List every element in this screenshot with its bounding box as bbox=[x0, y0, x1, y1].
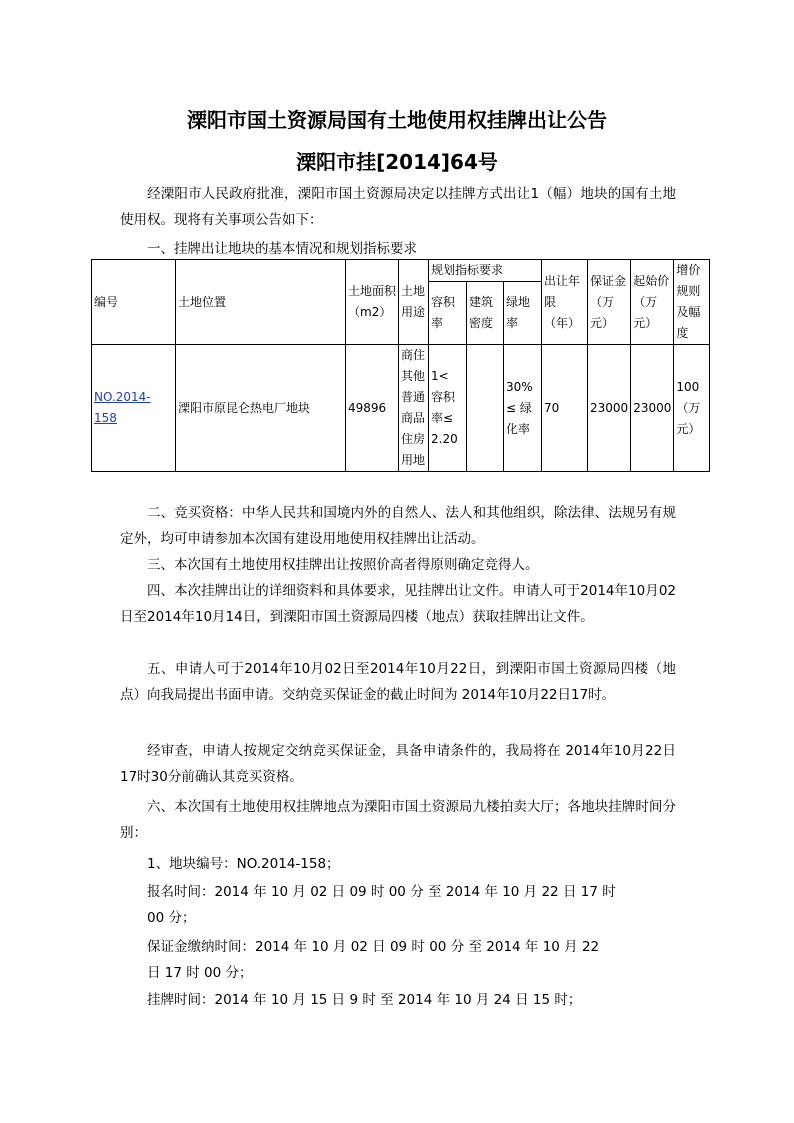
header-location: 土地位置 bbox=[176, 260, 346, 345]
section2-paragraph: 二、竞买资格：中华人民共和国境内外的自然人、法人和其他组织，除法律、法规另有规定外，均可申请参加本次国有建设用地使用权挂牌出让活动。 bbox=[120, 505, 676, 547]
registration-time-line1: 报名时间：2014 年 10 月 02 日 09 时 00 分 至 2014 年 10 月 22 日 17 时 bbox=[147, 884, 616, 900]
header-use: 土地用途 bbox=[399, 260, 429, 345]
cell-use: 商住其他普通商品住房用地 bbox=[399, 345, 429, 472]
header-number: 编号 bbox=[92, 260, 176, 345]
header-increment: 增价规则及幅度 bbox=[674, 260, 710, 345]
section5-paragraph: 五、申请人可于2014年10月02日至2014年10月22日，到溧阳市国土资源局四楼（地点）向我局提出书面申请。交纳竞买保证金的截止时间为 2014年10月22日17时。 bbox=[120, 661, 676, 703]
header-deposit: 保证金（万元） bbox=[588, 260, 631, 345]
table-row bbox=[92, 345, 710, 472]
cell-increment: 100（万元） bbox=[674, 345, 710, 472]
header-area: 土地面积（m2） bbox=[346, 260, 399, 345]
document-title: 溧阳市国土资源局国有土地使用权挂牌出让公告 bbox=[187, 108, 607, 132]
section6-paragraph: 六、本次国有土地使用权挂牌地点为溧阳市国土资源局九楼拍卖大厅；各地块挂牌时间分别： bbox=[120, 799, 676, 841]
cell-start-price: 23000 bbox=[631, 345, 674, 472]
document-number: 溧阳市挂[2014]64号 bbox=[296, 150, 498, 174]
section3-paragraph: 三、本次国有土地使用权挂牌出让按照价高者得原则确定竞得人。 bbox=[147, 557, 539, 573]
deposit-time-line1: 保证金缴纳时间：2014 年 10 月 02 日 09 时 00 分 至 2014 年 10 月 22 bbox=[147, 939, 600, 955]
cell-density bbox=[467, 345, 504, 472]
header-start-price: 起始价（万元） bbox=[631, 260, 674, 345]
section1-heading: 一、挂牌出让地块的基本情况和规划指标要求 bbox=[147, 241, 417, 257]
deposit-time-line2: 日 17 时 00 分； bbox=[147, 965, 253, 981]
header-term: 出让年限（年） bbox=[542, 260, 588, 345]
land-parcel-table bbox=[91, 259, 710, 472]
item1-line: 1、地块编号：NO.2014-158； bbox=[147, 856, 340, 872]
listing-time-line: 挂牌时间：2014 年 10 月 15 日 9 时 至 2014 年 10 月 24 日 15 时； bbox=[147, 992, 582, 1008]
header-density: 建筑密度 bbox=[467, 282, 504, 345]
cell-area: 49896 bbox=[346, 345, 399, 472]
cell-deposit: 23000 bbox=[588, 345, 631, 472]
cell-location: 溧阳市原昆仑热电厂地块 bbox=[176, 345, 346, 472]
cell-far: 1< 容积率≤ 2.20 bbox=[429, 345, 467, 472]
header-far: 容积率 bbox=[429, 282, 467, 345]
intro-paragraph: 经溧阳市人民政府批准，溧阳市国土资源局决定以挂牌方式出让1（幅）地块的国有土地使用权。现将有关事项公告如下： bbox=[120, 186, 676, 228]
review-paragraph: 经审查，申请人按规定交纳竞买保证金，具备申请条件的，我局将在 2014年10月22日17时30分前确认其竞买资格。 bbox=[120, 743, 676, 785]
cell-green: 30% ≤ 绿化率 bbox=[504, 345, 542, 472]
cell-term: 70 bbox=[542, 345, 588, 472]
section4-paragraph: 四、本次挂牌出让的详细资料和具体要求，见挂牌出让文件。申请人可于2014年10月02日至2014年10月14日，到溧阳市国土资源局四楼（地点）获取挂牌出让文件。 bbox=[120, 583, 676, 625]
header-planning: 规划指标要求 bbox=[429, 260, 542, 282]
header-green: 绿地率 bbox=[504, 282, 542, 345]
parcel-number-link[interactable]: NO.2014-158 bbox=[94, 390, 151, 425]
registration-time-line2: 00 分； bbox=[147, 910, 196, 926]
